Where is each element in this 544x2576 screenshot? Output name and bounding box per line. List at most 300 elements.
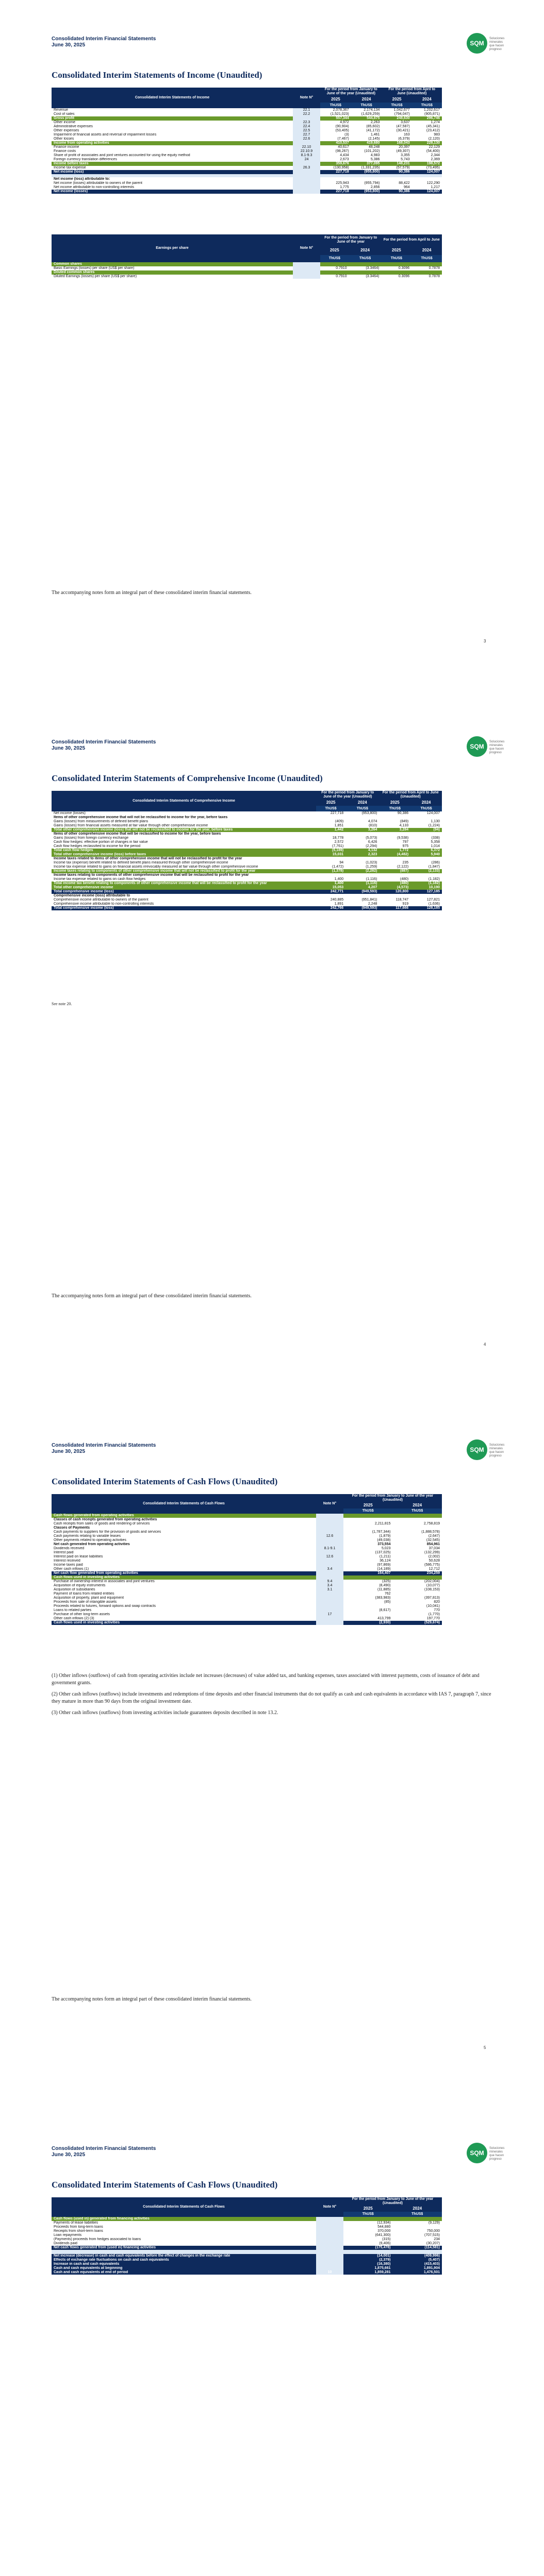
- row-value: 5,940: [410, 853, 442, 857]
- row-value: (94): [410, 828, 442, 832]
- row-value: 4,434: [340, 154, 349, 157]
- row-value: 0.7910: [336, 275, 347, 278]
- row-note: [293, 116, 320, 121]
- row-value: 544,880: [377, 2225, 391, 2229]
- row-value: 5,386: [370, 158, 380, 161]
- row-value: [410, 816, 442, 820]
- table-row: [52, 2221, 442, 2225]
- row-value: 127,821: [426, 898, 440, 902]
- row-value: 296,746: [412, 116, 442, 121]
- row-value: (14,001): [343, 2254, 393, 2258]
- row-value: [349, 270, 382, 275]
- row-value: (114,581): [393, 2246, 442, 2250]
- row-note: 8.1-9.3: [293, 154, 320, 158]
- row-label: Cost of sales: [54, 112, 75, 116]
- row-value: (4,482): [379, 853, 410, 857]
- row-note: 8.1-9.1: [316, 1547, 343, 1551]
- row-note: 3.4: [316, 1567, 343, 1571]
- row-value: (1,331,235): [361, 166, 380, 170]
- unit-header: ThUS$: [343, 2212, 393, 2217]
- table-row: [52, 894, 442, 898]
- table-row: [52, 849, 442, 853]
- table-row: [52, 828, 442, 832]
- row-label: Interest received: [54, 1559, 80, 1563]
- table-row: [52, 832, 442, 836]
- row-value: 1,851: [334, 824, 344, 827]
- row-note: 22.5: [293, 129, 320, 133]
- row-label: Dividends received: [54, 1547, 85, 1550]
- row-value: [345, 857, 379, 861]
- table-row: [52, 890, 442, 894]
- row-value: (338): [431, 836, 440, 840]
- period-header-a: For the period from January to June of the year (Unaudited): [343, 1494, 442, 1502]
- row-value: 2,369: [431, 158, 440, 161]
- row-value: (90,904): [335, 125, 349, 128]
- row-label: Acquisition of equity instruments: [54, 1584, 106, 1587]
- row-note: [316, 2238, 343, 2242]
- row-value: (1,116): [345, 882, 379, 886]
- row-value: 373,554: [377, 1543, 391, 1546]
- table-row: [52, 2242, 442, 2246]
- row-value: 1,875,661: [343, 2266, 393, 2270]
- year-header: 2025: [381, 246, 411, 255]
- row-label: Cash flows used in investing activities: [52, 1575, 316, 1580]
- row-label: Total income tax benefit relating to components of other comprehensive income that will be reclassified to profit for the year: [52, 882, 316, 886]
- row-value: 18,778: [332, 836, 344, 840]
- row-value: 0.7878: [428, 266, 440, 270]
- row-value: 1,461: [370, 133, 380, 137]
- row-value: 234: [434, 2238, 440, 2241]
- row-value: (3.3464): [366, 266, 380, 270]
- table-row: [52, 2266, 442, 2270]
- table-header-corner: Consolidated Interim Statements of Cash Flows: [52, 2197, 316, 2217]
- row-label: Gains (losses) from measurements of defined benefit plans: [54, 820, 149, 823]
- page-4: [0, 2110, 544, 2576]
- row-value: (641,300): [375, 2233, 391, 2237]
- row-note: [316, 2221, 343, 2225]
- row-label: Net income (loss): [52, 170, 293, 174]
- row-label: Cash flows used in investing activities: [52, 1621, 316, 1625]
- row-value: (1,888,578): [421, 1530, 440, 1534]
- row-value: [393, 1514, 442, 1518]
- row-value: (1,636): [428, 902, 440, 906]
- row-note: [316, 2242, 343, 2246]
- table-row: [52, 1604, 442, 1608]
- row-value: 359,676: [320, 162, 351, 166]
- row-value: [379, 816, 410, 820]
- row-value: (12,934): [377, 2221, 391, 2225]
- row-value: 164,407: [343, 1571, 393, 1575]
- table-row: [52, 824, 442, 828]
- page-3: [0, 1406, 544, 2110]
- period-header-a: For the period from January to June of the year (Unaudited): [320, 88, 382, 96]
- row-value: [393, 2250, 442, 2254]
- row-value: (108,153): [424, 1588, 440, 1591]
- table-header-corner: Consolidated Interim Statements of Income: [52, 88, 293, 108]
- row-value: (2,002): [428, 1555, 440, 1558]
- row-value: 2,078,367: [333, 108, 349, 112]
- note-1: (1) Other inflows (outflows) of cash from operating activities include net increases (decreases) of value added tax, and banking expenses, taxes associated with interest payments, costs of issuance of debt and government grants.: [52, 1673, 480, 1686]
- row-value: (1,023): [366, 861, 377, 865]
- row-value: (3): [344, 133, 349, 137]
- row-label: Finance costs: [54, 149, 76, 153]
- row-note: [316, 1575, 343, 1580]
- row-value: 90,386: [397, 811, 409, 815]
- row-value: [411, 262, 442, 266]
- row-value: 168,043: [382, 141, 411, 145]
- row-value: 2,174,134: [364, 108, 380, 112]
- row-value: (98,267): [335, 149, 349, 153]
- row-value: (202,004): [424, 1580, 440, 1583]
- row-label: Cash receipts from sales of goods and rendering of services: [54, 1522, 150, 1526]
- row-value: 12,712: [428, 1567, 440, 1571]
- row-value: (2,647): [428, 1534, 440, 1538]
- row-value: 2,263: [370, 121, 380, 124]
- row-value: 6,426: [368, 840, 377, 844]
- row-label: Loan repayments: [54, 2233, 82, 2237]
- table-row: [52, 1613, 442, 1617]
- report-header: Consolidated Interim Financial Statements June 30, 2025: [52, 1443, 156, 1454]
- row-value: (4,573): [379, 886, 410, 890]
- row-value: [381, 270, 411, 275]
- table-row: [52, 869, 442, 873]
- table-row: [52, 1534, 442, 1538]
- page-title: Consolidated Interim Statements of Income (Unaudited): [52, 70, 262, 80]
- row-value: (397,813): [424, 1596, 440, 1600]
- row-note: [316, 2266, 343, 2270]
- row-value: 15,053: [316, 886, 345, 890]
- row-value: 124,007: [412, 170, 442, 174]
- row-label: Administrative expenses: [54, 125, 93, 128]
- cash-flows-financing-table: [52, 2197, 442, 2275]
- table-row: [52, 1514, 442, 1518]
- row-value: (1,378): [316, 869, 345, 873]
- row-label: Gross profit: [52, 116, 293, 121]
- row-value: 94: [339, 861, 344, 865]
- row-label: Income tax expense related to gains on financial assets irrevocably measured at fair value through other comprehensive income: [54, 865, 258, 869]
- row-label: Effects of exchange rate fluctuations on cash and cash equivalents: [52, 2258, 316, 2262]
- table-row: [52, 1621, 442, 1625]
- row-note: [293, 275, 320, 279]
- row-value: (57,579): [396, 166, 410, 170]
- row-value: 124,007: [412, 190, 442, 194]
- row-value: [320, 262, 349, 266]
- row-value: [379, 832, 410, 836]
- row-value: [393, 1592, 442, 1596]
- row-note: [293, 141, 320, 145]
- row-value: (286): [431, 861, 440, 865]
- row-value: (9,406): [379, 2242, 391, 2245]
- unit-header: ThUS$: [410, 806, 442, 811]
- row-label: Other cash inflows (2) (3): [54, 1617, 94, 1620]
- row-value: (1,770): [428, 1613, 440, 1616]
- row-value: 120,800: [379, 890, 410, 894]
- row-value: (1,847): [428, 865, 440, 869]
- row-label: Increase in cash and cash equivalents: [52, 2262, 316, 2266]
- row-value: 410,537: [320, 141, 351, 145]
- row-value: 40,617: [338, 145, 349, 149]
- row-value: [320, 270, 349, 275]
- row-value: 2,673: [340, 158, 349, 161]
- row-label: Total comprehensive income (loss): [52, 890, 316, 894]
- row-value: (8,490): [379, 1584, 391, 1587]
- row-value: [316, 857, 345, 861]
- row-value: (2,282): [345, 869, 379, 873]
- table-row: [52, 166, 442, 170]
- row-value: (955,794): [364, 181, 380, 185]
- row-value: 240,885: [330, 898, 344, 902]
- row-note: [316, 1538, 343, 1543]
- note-column-header: Note N°: [293, 234, 320, 262]
- table-row: [52, 129, 442, 133]
- row-value: (23,412): [426, 129, 440, 132]
- row-value: (16,380): [343, 2262, 393, 2266]
- row-label: Other cash inflows (1): [54, 1567, 89, 1571]
- year-header: 2024: [411, 246, 442, 255]
- row-value: (586,775): [424, 1563, 440, 1567]
- row-value: (132,299): [424, 1551, 440, 1554]
- row-note: 22.2: [293, 112, 320, 116]
- table-row: [52, 811, 442, 816]
- row-label: Items of other comprehensive income that will not be reclassified to income for the year, before taxes: [54, 816, 228, 819]
- row-value: [381, 262, 411, 266]
- row-value: (54,400): [426, 149, 440, 153]
- row-note: [316, 2229, 343, 2233]
- row-value: 225,943: [336, 181, 349, 185]
- row-note: 10: [316, 2270, 343, 2275]
- table-row: [52, 882, 442, 886]
- row-value: (315): [382, 2238, 391, 2241]
- row-value: 118,747: [395, 898, 409, 902]
- row-note: [293, 170, 320, 174]
- table-row: [52, 154, 442, 158]
- table-row: [52, 125, 442, 129]
- table-row: [52, 1547, 442, 1551]
- row-label: Diluted common shares: [52, 270, 293, 275]
- row-value: 197,770: [426, 1617, 440, 1620]
- table-row: [52, 185, 442, 190]
- row-label: Income taxes related to items of other comprehensive income that will not be reclassified to profit for the year: [54, 857, 242, 860]
- table-row: [52, 2262, 442, 2266]
- table-row: [52, 1567, 442, 1571]
- row-value: (951,841): [361, 898, 377, 902]
- year-header: 2024: [345, 800, 379, 806]
- row-value: 377,095: [351, 162, 382, 166]
- unit-header: ThUS$: [382, 103, 411, 108]
- row-value: [379, 857, 410, 861]
- page-number: 3: [484, 639, 486, 643]
- row-value: 4,972: [340, 121, 349, 124]
- table-row: [52, 816, 442, 820]
- row-value: 2,323: [345, 853, 379, 857]
- footnote: The accompanying notes form an integral part of these consolidated interim financial statements.: [52, 1996, 252, 2002]
- page-1: [0, 0, 544, 703]
- year-header: 2025: [316, 800, 345, 806]
- row-label: Common shares: [52, 262, 293, 266]
- row-value: 1,891: [334, 902, 344, 906]
- table-row: [52, 1551, 442, 1555]
- table-row: [52, 275, 442, 279]
- sqm-logo: SQM Soluciones minerales que hacen progreso: [467, 736, 505, 757]
- year-header: 2025: [320, 96, 351, 103]
- page-title: Consolidated Interim Statements of Cash Flows (Unaudited): [52, 2180, 278, 2190]
- table-row: [52, 1600, 442, 1604]
- row-value: (137,025): [375, 1551, 391, 1554]
- row-label: Comprehensive income (loss) attributable to: [54, 894, 130, 897]
- row-value: [345, 832, 379, 836]
- row-value: [393, 1518, 442, 1522]
- row-label: Finance income: [54, 145, 79, 149]
- report-header: [52, 36, 156, 48]
- row-note: [316, 1596, 343, 1600]
- row-value: 750,000: [426, 2229, 440, 2233]
- row-value: 1,014: [431, 844, 440, 848]
- row-value: 124,007: [426, 811, 440, 815]
- report-header: Consolidated Interim Financial Statements June 30, 2025: [52, 739, 156, 751]
- row-value: [345, 816, 379, 820]
- row-value: (1,629,259): [361, 112, 380, 116]
- row-value: 2,572: [334, 840, 344, 844]
- table-row: [52, 840, 442, 844]
- row-value: 88,422: [399, 181, 410, 185]
- row-note: [293, 181, 320, 185]
- row-note: 22.10.9: [293, 149, 320, 154]
- table-row: [52, 1522, 442, 1526]
- table-row: [52, 873, 442, 877]
- sqm-logo: SQM Soluciones minerales que hacen progreso: [467, 33, 505, 54]
- table-header-corner: Consolidated Interim Statements of Comprehensive Income: [52, 791, 316, 811]
- row-label: Income tax expense related to gains on cash flow hedges: [54, 877, 146, 881]
- row-value: 2,248: [368, 902, 377, 906]
- row-note: 17: [316, 1613, 343, 1617]
- row-value: 228,130: [412, 141, 442, 145]
- table-row: [52, 108, 442, 112]
- row-value: 544,875: [351, 116, 382, 121]
- row-label: (Payments) proceeds from hedges associated to loans: [54, 2238, 141, 2241]
- year-header: 2025: [343, 1502, 393, 1509]
- row-value: 127,185: [410, 890, 442, 894]
- row-note: [316, 2233, 343, 2238]
- row-label: Receipts from short-term loans: [54, 2229, 103, 2233]
- row-value: (97,869): [377, 1563, 391, 1567]
- row-note: [293, 177, 320, 181]
- table-row: [52, 112, 442, 116]
- row-value: 235: [402, 861, 409, 865]
- row-note: [316, 2246, 343, 2250]
- row-value: [316, 894, 345, 898]
- row-value: 557,344: [320, 116, 351, 121]
- row-label: Income before taxes: [52, 162, 293, 166]
- table-row: [52, 266, 442, 270]
- row-value: 413,799: [377, 1617, 391, 1620]
- row-label: Acquisition of property, plant and equipment: [54, 1596, 124, 1600]
- year-header: 2025: [343, 2206, 393, 2212]
- row-value: [343, 2250, 393, 2254]
- row-value: 854,961: [426, 1543, 440, 1546]
- row-value: 1,775: [340, 185, 349, 189]
- row-value: 6,372: [410, 849, 442, 853]
- row-value: (47,587): [396, 125, 410, 128]
- row-label: Other income: [54, 121, 76, 124]
- row-value: [412, 177, 442, 181]
- table-row: [52, 1575, 442, 1580]
- row-label: Comprehensive income attributable to non-controlling interests: [54, 902, 154, 906]
- row-value: (101,202): [364, 149, 380, 153]
- table-row: [52, 1580, 442, 1584]
- unit-header: ThUS$: [412, 103, 442, 108]
- row-note: [316, 2254, 343, 2258]
- note-column-header: Note N°: [316, 1494, 343, 1514]
- table-row: [52, 2258, 442, 2262]
- row-value: (1,472): [332, 865, 344, 869]
- row-value: (887): [379, 869, 410, 873]
- table-row: [52, 1559, 442, 1563]
- table-row: [52, 181, 442, 185]
- row-label: Cash flows (used in) generated from financing activities: [52, 2217, 316, 2221]
- row-value: (73,495): [426, 166, 440, 170]
- table-row: [52, 190, 442, 194]
- row-value: [393, 1575, 442, 1580]
- row-value: 122,290: [426, 181, 440, 185]
- row-value: 90,386: [382, 190, 411, 194]
- table-row: [52, 2238, 442, 2242]
- unit-header: ThUS$: [411, 255, 442, 262]
- row-value: 0.3096: [398, 266, 410, 270]
- row-value: (41,172): [366, 129, 380, 132]
- row-value: (5,189): [316, 849, 345, 853]
- row-label: [52, 2250, 316, 2254]
- row-label: Proceeds from long-term loans: [54, 2225, 103, 2229]
- row-note: [316, 1621, 343, 1625]
- table-row: [52, 906, 442, 910]
- row-note: 9.4: [316, 1580, 343, 1584]
- row-label: Cash flow hedges: effective portion of changes in fair value: [54, 840, 148, 844]
- row-value: 128,185: [410, 906, 442, 910]
- row-note: [293, 185, 320, 190]
- row-value: (905,871): [424, 112, 440, 116]
- row-value: [316, 873, 345, 877]
- row-value: 975: [402, 844, 409, 848]
- row-note: [316, 1600, 343, 1604]
- row-value: 5,358: [431, 840, 440, 844]
- table-row: [52, 2233, 442, 2238]
- row-label: Purchase of other long-term assets: [54, 1613, 110, 1616]
- row-label: Cash flows generated from operating activities: [52, 1514, 316, 1518]
- table-row: [52, 116, 442, 121]
- row-value: 5,023: [381, 1547, 391, 1550]
- row-value: (9,538): [397, 836, 409, 840]
- row-value: (480): [379, 882, 410, 886]
- row-note: 3.1: [316, 1588, 343, 1592]
- row-label: Cash and cash equivalents at end of period: [52, 2270, 316, 2275]
- table-row: [52, 2217, 442, 2221]
- table-row: [52, 865, 442, 869]
- row-value: (383,983): [375, 1596, 391, 1600]
- row-value: 1,442: [316, 828, 345, 832]
- row-value: 227,718: [320, 170, 351, 174]
- period-header-a: For the period from January to June of the year: [320, 234, 381, 246]
- row-value: 4,983: [370, 154, 380, 157]
- row-value: [410, 894, 442, 898]
- row-value: [411, 270, 442, 275]
- table-row: [52, 121, 442, 125]
- row-value: [320, 177, 351, 181]
- table-row: [52, 1530, 442, 1534]
- row-note: [316, 2258, 343, 2262]
- note-3: (3) Other cash inflows (outflows) from investing activities include guarantees deposits described in note 13.2.: [52, 1710, 278, 1716]
- row-value: 22,129: [428, 145, 440, 149]
- row-value: (85,602): [366, 125, 380, 128]
